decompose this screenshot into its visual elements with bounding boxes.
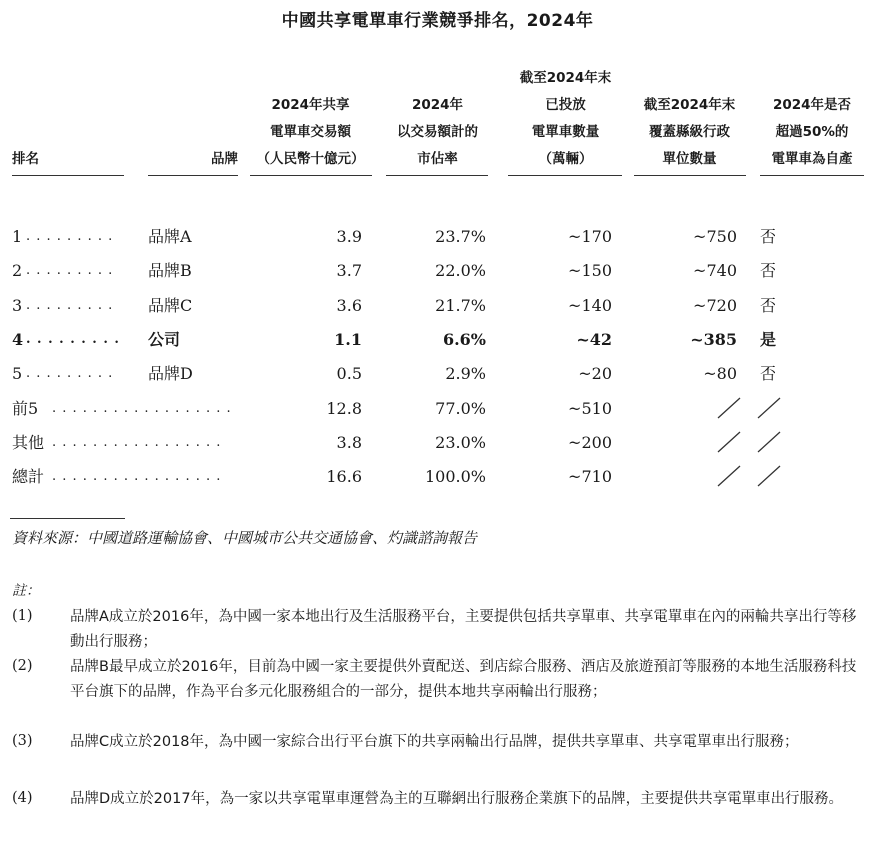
row-gtv: 3.6 xyxy=(336,295,362,315)
slash-counties xyxy=(716,464,742,488)
row-brand: 品牌D xyxy=(148,364,193,384)
slash-own xyxy=(756,396,782,420)
row-counties: ~740 xyxy=(693,261,737,281)
row-leader-dots: . . . . . . . . . xyxy=(26,229,114,244)
row-rank: 5 xyxy=(12,364,23,384)
header-rule-share xyxy=(386,175,488,176)
note-number: (2) xyxy=(12,658,33,674)
row-gtv: 0.5 xyxy=(336,364,362,384)
row-fleet: ~510 xyxy=(568,398,612,418)
row-fleet: ~710 xyxy=(568,467,612,487)
row-leader-dots: . . . . . . . . . xyxy=(26,366,114,382)
row-leader-dots: . . . . . . . . . xyxy=(26,263,114,279)
header-rule-gtv xyxy=(250,175,372,176)
notes-title: 註： xyxy=(12,583,40,599)
row-gtv: 3.7 xyxy=(336,261,362,281)
slash-counties xyxy=(716,396,742,420)
row-own: 否 xyxy=(760,261,777,281)
row-brand: 品牌B xyxy=(148,261,192,281)
row-fleet: ~170 xyxy=(568,227,612,246)
row-share: 6.6% xyxy=(442,329,486,349)
header-rule-brand xyxy=(148,175,238,176)
row-share: 77.0% xyxy=(435,398,486,418)
row-gtv: 3.9 xyxy=(336,227,362,246)
row-counties: ~720 xyxy=(693,295,737,315)
row-rank: 其他 xyxy=(12,432,45,452)
header-counties: 截至2024年末 覆蓋縣級行政 單位數量 xyxy=(643,97,736,167)
row-share: 23.7% xyxy=(435,227,486,246)
header-gtv: 2024年共享 電單車交易額 （人民幣十億元） xyxy=(256,97,365,167)
row-own: 否 xyxy=(760,364,777,384)
header-own: 2024年是否 超過50%的 電單車為自產 xyxy=(771,97,853,167)
row-leader-dots: . . . . . . . . . . . . . . . . . xyxy=(52,434,222,450)
row-fleet: ~150 xyxy=(568,261,612,281)
source-text: 資料來源：中國道路運輸協會、中國城市公共交通協會、灼識諮詢報告 xyxy=(12,529,478,547)
row-share: 22.0% xyxy=(435,261,486,281)
row-gtv: 1.1 xyxy=(334,329,362,349)
row-fleet: ~42 xyxy=(576,329,612,349)
row-counties: ~385 xyxy=(690,329,737,349)
row-gtv: 3.8 xyxy=(336,432,362,452)
row-leader-dots: . . . . . . . . . . . . . . . . . . xyxy=(52,400,232,416)
source-rule xyxy=(10,518,125,519)
slash-own xyxy=(756,430,782,454)
row-rank: 4 xyxy=(12,329,24,349)
row-brand: 品牌A xyxy=(148,227,192,246)
slash-counties xyxy=(716,430,742,454)
header-rule-rank xyxy=(12,175,124,176)
row-leader-dots: . . . . . . . . . . . . . . . . . xyxy=(52,469,222,485)
row-own: 否 xyxy=(760,227,777,246)
row-gtv: 16.6 xyxy=(326,467,362,487)
row-gtv: 12.8 xyxy=(326,398,362,418)
page-title: 中國共享電單車行業競爭排名，2024年 xyxy=(281,11,594,31)
header-rule-own xyxy=(760,175,864,176)
note-number: (3) xyxy=(12,733,33,749)
row-share: 23.0% xyxy=(435,432,486,452)
header-rule-counties xyxy=(634,175,746,176)
header-brand: 品牌 xyxy=(211,151,238,167)
row-leader-dots: . . . . . . . . . xyxy=(26,331,120,347)
row-rank: 3 xyxy=(12,295,23,315)
row-fleet: ~200 xyxy=(568,432,612,452)
row-rank: 1 xyxy=(12,227,23,246)
header-rule-fleet xyxy=(508,175,622,176)
row-counties: ~750 xyxy=(693,227,737,246)
note-text: 品牌B最早成立於2016年，目前為中國一家主要提供外賣配送、到店綜合服務、酒店及旅遊預訂等服務的本地生活服務科技平台旗下的品牌，作為平台多元化服務組合的一部分，提供本地共享兩輪出行服務； xyxy=(70,659,857,700)
row-own: 否 xyxy=(760,295,777,315)
note-text: 品牌A成立於2016年，為中國一家本地出行及生活服務平台，主要提供包括共享單車、共享電單車在內的兩輪共享出行等移動出行服務； xyxy=(70,609,857,650)
row-rank: 總計 xyxy=(12,467,45,487)
row-rank: 前5 xyxy=(12,398,39,418)
note-text: 品牌C成立於2018年，為中國一家綜合出行平台旗下的共享兩輪出行品牌，提供共享單車、共享電單車出行服務； xyxy=(70,734,799,750)
row-fleet: ~140 xyxy=(568,295,612,315)
row-leader-dots: . . . . . . . . . xyxy=(26,297,114,313)
note-text: 品牌D成立於2017年，為一家以共享電單車運營為主的互聯網出行服務企業旗下的品牌，主要提供共享電單車出行服務。 xyxy=(70,791,844,807)
slash-own xyxy=(756,464,782,488)
header-rank: 排名 xyxy=(12,151,39,167)
row-share: 2.9% xyxy=(445,364,486,384)
row-share: 21.7% xyxy=(435,295,486,315)
note-number: (4) xyxy=(12,790,33,806)
row-share: 100.0% xyxy=(424,467,486,487)
row-fleet: ~20 xyxy=(578,364,612,384)
header-share: 2024年 以交易額計的 市佔率 xyxy=(397,97,478,167)
row-counties: ~80 xyxy=(703,364,737,384)
note-number: (1) xyxy=(12,608,33,624)
row-own: 是 xyxy=(760,329,777,349)
header-fleet: 截至2024年末 已投放 電單車數量 （萬輛） xyxy=(519,70,612,167)
row-rank: 2 xyxy=(12,261,23,281)
row-brand: 品牌C xyxy=(148,295,193,315)
row-brand: 公司 xyxy=(148,329,181,349)
